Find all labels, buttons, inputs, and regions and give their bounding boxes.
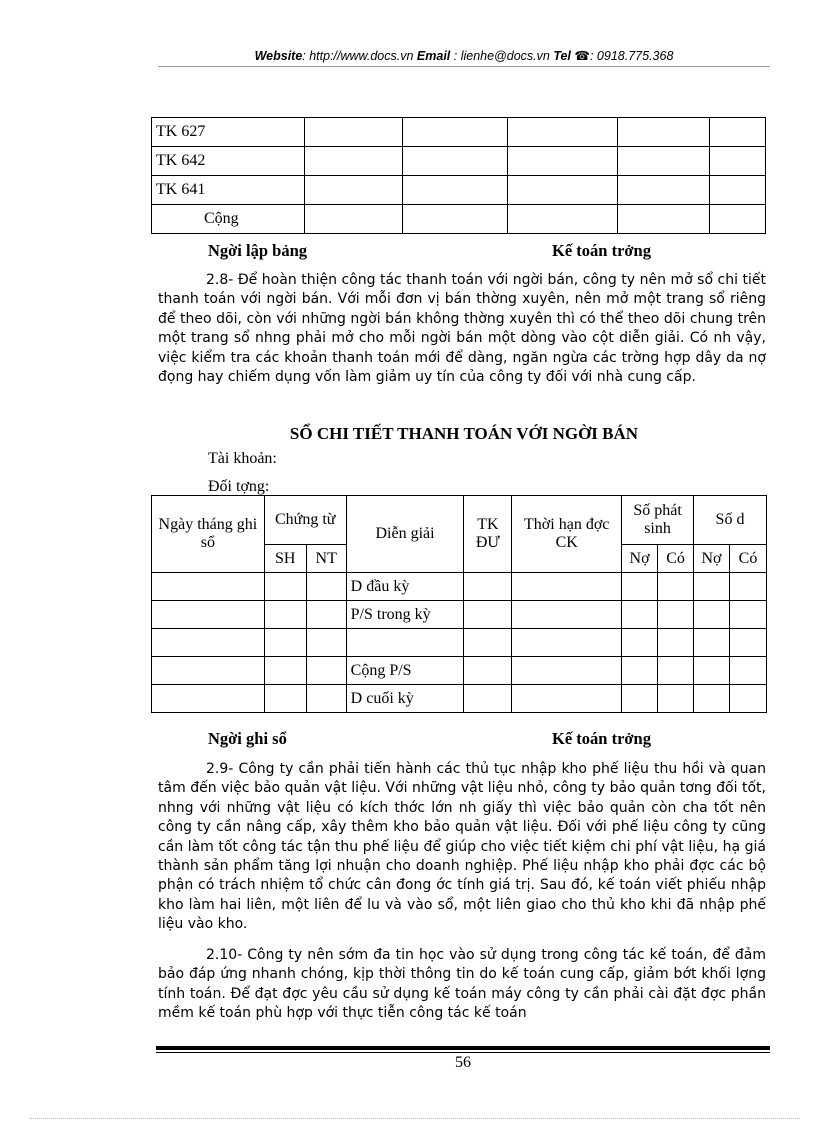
table-cell: P/S trong kỳ (346, 601, 464, 629)
table-row (152, 147, 766, 176)
table-cell: Cộng P/S (346, 657, 464, 685)
table-cell: TK 627 (152, 118, 305, 147)
footer-divider (156, 1046, 770, 1050)
table-cell: Cộng (152, 205, 305, 234)
paragraph-2-9: 2.9- Công ty cần phải tiến hành các thủ tục nhập kho phế liệu thu hồi và quan tâm đến việc bảo quản vật liệu. Với những vật liệu nhỏ, công ty bảo quản tơng đối tốt, nhng với những vật liệu có kích thớc lớn nh giấy thì việc bảo quản còn cha tốt nên công ty cần nâng cấp, xây thêm kho bảo quản vật liệu. Đối với phế liệu công ty cũng cần làm tốt công tác tận thu phế liệu để giúp cho việc tiết kiệm chi phí vật liệu, hạ giá thành sản phẩm tăng lợi nhuận cho doanh nghiệp. Phế liệu nhập kho phải đợc các bộ phận có trách nhiệm tổ chức cân đong ớc tính giá trị. Sau đó, kế toán viết phiếu nhập kho làm hai liên, một liên để lu và vào sổ, một liên giao cho thủ kho khi đã nhập phế liệu vào kho. (158, 761, 766, 933)
table-row (152, 685, 767, 713)
header-discount-term: Thời hạn đợc CK (512, 496, 622, 573)
page-edge (30, 1118, 800, 1119)
website-value: : http://www.docs.vn (302, 49, 417, 63)
paragraph-2-8: 2.8- Để hoàn thiện công tác thanh toán với ngời bán, công ty nên mở sổ chi tiết thanh toán với ngời bán. Với mỗi đơn vị bán thờng xuyên, nên mở một trang sổ riêng để theo dõi, còn với những ngời bán không thờng xuyên thì có thể theo dõi chung trên một trang sổ nhng phải mở cho mỗi ngời bán một dòng vào cột diễn giải. Có nh vậy, việc kiểm tra các khoản thanh toán mới để dàng, ngăn ngừa các trờng hợp dây da nợ đọng hay chiếm dụng vốn làm giảm uy tín của công ty đối với nhà cung cấp. (158, 272, 766, 386)
table-header-row (152, 496, 767, 545)
account-label: Tài khoản: (208, 450, 277, 467)
preparer-signature-label: Ngời lập bảng (208, 241, 307, 260)
table-row (152, 629, 767, 657)
table-cell: D cuối kỳ (346, 685, 464, 713)
header-description: Diễn giải (346, 496, 464, 573)
header-nt: NT (306, 545, 346, 573)
header-divider (158, 66, 770, 67)
table-cell: TK 641 (152, 176, 305, 205)
header-voucher: Chứng từ (264, 496, 346, 545)
header-balance: Số d (694, 496, 767, 545)
section-title: SỔ CHI TIẾT THANH TOÁN VỚI NGỜI BÁN (289, 424, 639, 443)
header-sh: SH (264, 545, 306, 573)
header-debit: Nợ (694, 545, 730, 573)
tel-value: : 0918.775.368 (589, 49, 674, 63)
chief-accountant-label: Kế toán trởng (552, 241, 651, 260)
header-debit: Nợ (622, 545, 658, 573)
email-value: : lienhe@docs.vn (450, 49, 554, 63)
website-label: Website (254, 49, 303, 63)
tel-label: Tel (553, 49, 571, 63)
table-cell (346, 629, 464, 657)
footer-divider-thin (156, 1052, 770, 1053)
table-row (152, 573, 767, 601)
header-date: Ngày tháng ghi sổ (152, 496, 265, 573)
object-label: Đối tợng: (208, 478, 270, 495)
header-arising: Số phát sinh (622, 496, 694, 545)
page-number: 56 (455, 1054, 471, 1071)
table-row (152, 118, 766, 147)
table-row (152, 601, 767, 629)
bookkeeper-signature-label: Ngời ghi sổ (208, 729, 287, 748)
table-cell: D đầu kỳ (346, 573, 464, 601)
page-header (158, 48, 770, 63)
paragraph-2-10: 2.10- Công ty nên sớm đa tin học vào sử dụng trong công tác kế toán, để đảm bảo đáp ứng nhanh chóng, kịp thời thông tin do kế toán cung cấp, giảm bớt khối lợng tính toán. Để đạt đợc yêu cầu sử dụng kế toán máy công ty cần phải cài đặt đợc phần mềm kế toán phù hợp với thực tiễn công tác kế toán (158, 947, 766, 1022)
chief-accountant-label: Kế toán trởng (552, 729, 651, 748)
header-tk-du: TK ĐƯ (464, 496, 512, 573)
table-row (152, 657, 767, 685)
header-credit: Có (658, 545, 694, 573)
payable-ledger-table (151, 495, 767, 713)
email-label: Email (416, 49, 451, 63)
phone-icon: ☎ (574, 49, 590, 63)
table-row (152, 205, 766, 234)
account-summary-table (151, 117, 766, 234)
table-row (152, 176, 766, 205)
header-credit: Có (729, 545, 766, 573)
table-cell: TK 642 (152, 147, 305, 176)
